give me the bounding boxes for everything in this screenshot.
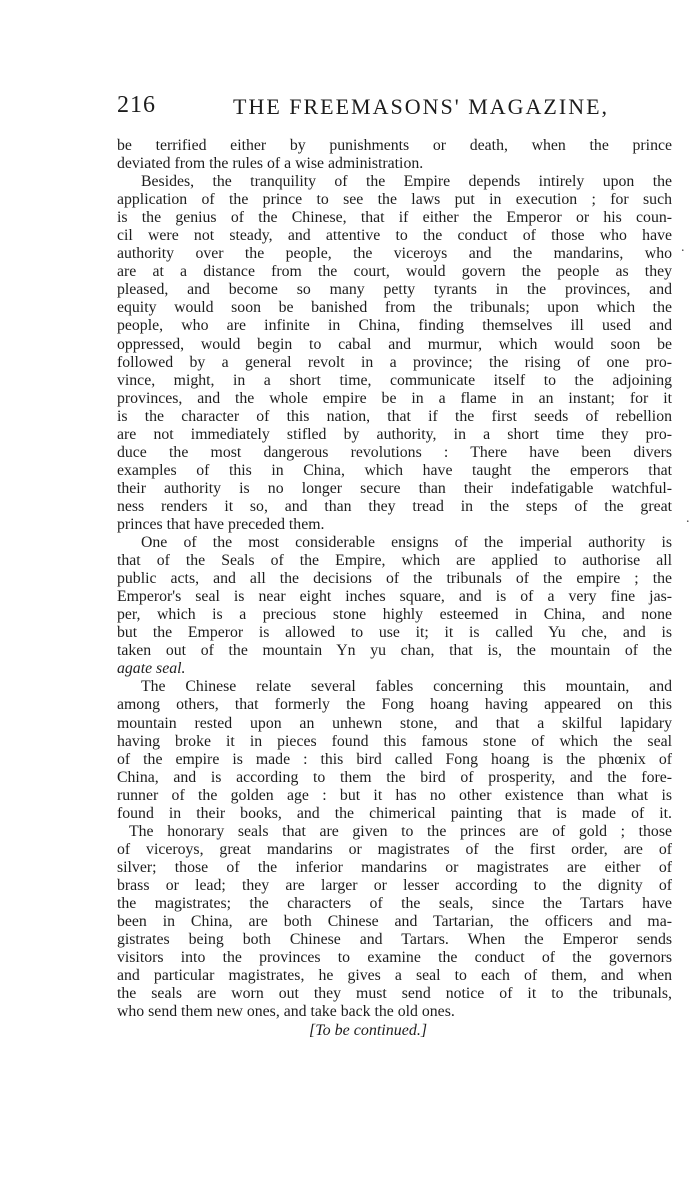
text-line: is the character of this nation, that if the first seeds of rebellion (117, 407, 672, 425)
text-line: deviated from the rules of a wise administration. (117, 155, 424, 173)
text-line: people, who are infinite in China, finding themselves ill used and (117, 317, 672, 335)
text-line: having broke it in pieces found this famous stone of which the seal (117, 732, 672, 750)
text-line: cil were not steady, and attentive to the conduct of those who have (117, 227, 672, 245)
text-line: been in China, are both Chinese and Tartarian, the officers and ma- (117, 913, 672, 931)
text-line: oppressed, would begin to cabal and murmur, which would soon be (117, 335, 672, 353)
text-line: of viceroys, great mandarins or magistrates of the first order, are of (117, 840, 672, 858)
text-line: among others, that formerly the Fong hoang having appeared on this (117, 696, 672, 714)
text-line: are not immediately stifled by authority, in a short time they pro- (117, 425, 672, 443)
text-line: authority over the people, the viceroys and the mandarins, who (117, 245, 672, 263)
page-number: 216 (117, 92, 156, 118)
text-line: who send them new ones, and take back the old ones. (117, 1003, 455, 1021)
text-line: agate seal. (117, 660, 186, 678)
text-line: examples of this in China, which have taught the emperors that (117, 461, 672, 479)
margin-mark: . (681, 240, 685, 255)
text-line: provinces, and the whole empire be in a flame in an instant; for it (117, 389, 672, 407)
text-line: silver; those of the inferior mandarins or magistrates are either of (117, 858, 672, 876)
text-line: be terrified either by punishments or death, when the prince (117, 137, 672, 154)
text-line: brass or lead; they are larger or lesser according to the dignity of (117, 876, 672, 894)
text-line: Emperor's seal is near eight inches square, and is of a very fine jas- (117, 588, 672, 606)
text-line: taken out of the mountain Yn yu chan, that is, the mountain of the (117, 642, 672, 660)
text-line: visitors into the provinces to examine the conduct of the governors (117, 949, 672, 967)
text-line: is the genius of the Chinese, that if either the Emperor or his coun- (117, 209, 672, 227)
text-line: of the empire is made : this bird called Fong hoang is the phœnix of (117, 750, 672, 768)
text-line: and particular magistrates, he gives a seal to each of them, and when (117, 967, 672, 985)
text-line: The Chinese relate several fables concerning this mountain, and (141, 678, 672, 696)
text-line: the magistrates; the characters of the seals, since the Tartars have (117, 894, 672, 912)
page-header (117, 88, 672, 122)
text-line: China, and is according to them the bird of prosperity, and the fore- (117, 768, 672, 786)
text-line: but the Emperor is allowed to use it; it is called Yu che, and is (117, 624, 672, 642)
margin-mark: . (686, 511, 690, 526)
text-line: found in their books, and the chimerical painting that is made of it. (117, 804, 672, 822)
continued-note: [To be continued.] (309, 1022, 428, 1040)
text-line: the seals are worn out they must send notice of it to the tribunals, (117, 985, 672, 1003)
text-line: per, which is a precious stone highly esteemed in China, and none (117, 606, 672, 624)
running-title: THE FREEMASONS' MAGAZINE, (233, 94, 610, 119)
text-line: duce the most dangerous revolutions : There have been divers (117, 443, 672, 461)
text-line: pleased, and become so many petty tyrants in the provinces, and (117, 281, 672, 299)
text-line: public acts, and all the decisions of the tribunals of the empire ; the (117, 570, 672, 588)
text-line: followed by a general revolt in a province; the rising of one pro- (117, 353, 672, 371)
text-line: princes that have preceded them. (117, 515, 325, 533)
text-line: that of the Seals of the Empire, which are applied to authorise all (117, 552, 672, 570)
text-line: their authority is no longer secure than their indefatigable watchful- (117, 479, 672, 497)
text-line: application of the prince to see the laws put in execution ; for such (117, 191, 672, 209)
text-line: are at a distance from the court, would govern the people as they (117, 263, 672, 281)
text-line: gistrates being both Chinese and Tartars. When the Emperor sends (117, 931, 672, 949)
text-line: vince, might, in a short time, communicate itself to the adjoining (117, 371, 672, 389)
text-line: One of the most considerable ensigns of the imperial authority is (141, 534, 672, 552)
text-line: mountain rested upon an unhewn stone, and that a skilful lapidary (117, 714, 672, 732)
text-line: ness renders it so, and than they tread in the steps of the great (117, 497, 672, 515)
body-text (117, 137, 672, 1041)
text-line: Besides, the tranquility of the Empire depends intirely upon the (141, 173, 672, 191)
text-line: runner of the golden age : but it has no other existence than what is (117, 786, 672, 804)
text-line: equity would soon be banished from the tribunals; upon which the (117, 299, 672, 317)
text-line: The honorary seals that are given to the princes are of gold ; those (129, 822, 672, 840)
